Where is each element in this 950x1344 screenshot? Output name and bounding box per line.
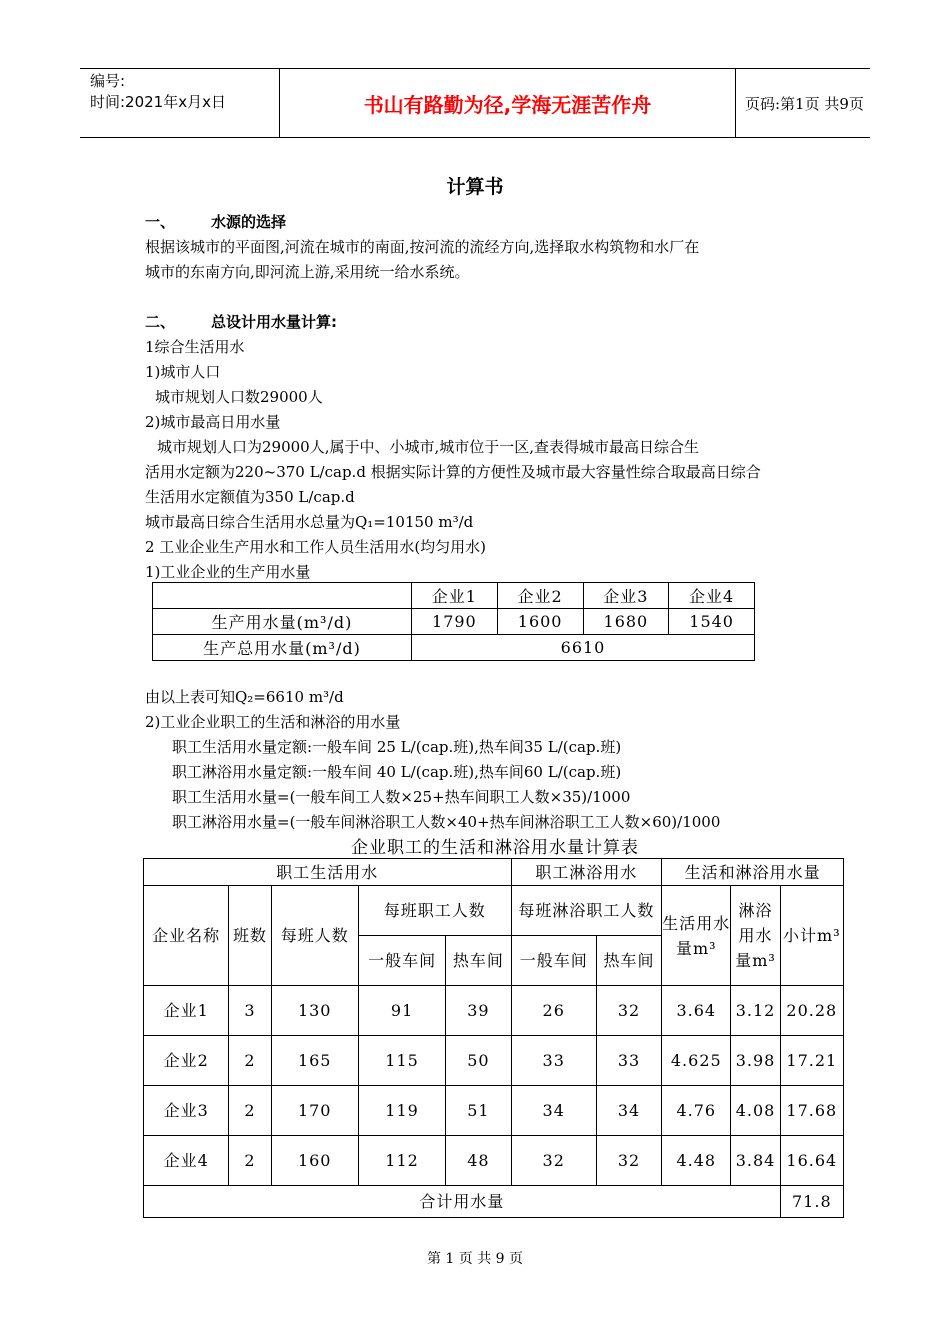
- paragraph-line: 根据该城市的平面图,河流在城市的南面,按河流的流经方向,选择取水构筑物和水厂在: [145, 238, 700, 256]
- table-cell: 119: [358, 1086, 445, 1136]
- table-cell: 6610: [412, 635, 755, 661]
- table-header: 企业2: [497, 583, 583, 609]
- row-label: 生产总用水量(m³/d): [153, 635, 412, 661]
- table-cell: 4.76: [662, 1086, 731, 1136]
- table-header: 一般车间: [511, 936, 596, 986]
- text-line: 城市规划人口为29000人,属于中、小城市,城市位于一区,查表得城市最高日综合生: [157, 438, 700, 456]
- table-row: [144, 1036, 844, 1086]
- table-row: [144, 986, 844, 1036]
- text-line: 职工淋浴用水量=(一般车间淋浴职工人数×40+热车间淋浴职工工人数×60)/1000: [172, 813, 721, 831]
- table-header: 热车间: [596, 936, 661, 986]
- table-cell: 1600: [497, 609, 583, 635]
- section-1-title: 水源的选择: [211, 213, 287, 231]
- table-cell: 1680: [583, 609, 669, 635]
- text-line: 活用水定额为220~370 L/cap.d 根据实际计算的方便性及城市最大容量性综合取最高日综合: [145, 463, 761, 481]
- text-line: 2 工业企业生产用水和工作人员生活用水(均匀用水): [145, 538, 487, 556]
- table-cell: 112: [358, 1136, 445, 1186]
- table-header: 企业3: [583, 583, 669, 609]
- table-cell: 50: [446, 1036, 511, 1086]
- total-value: 71.8: [780, 1186, 843, 1218]
- section-2-title: 总设计用水量计算:: [211, 313, 337, 331]
- table-cell: 4.625: [662, 1036, 731, 1086]
- time-label: 时间:2021年x月x日: [90, 93, 226, 111]
- table-header: 每班淋浴职工人数: [511, 886, 662, 936]
- table-cell: 16.64: [780, 1136, 843, 1186]
- table-cell: 3.64: [662, 986, 731, 1036]
- table-cell: 32: [596, 1136, 661, 1186]
- table-header: 每班人数: [271, 886, 358, 986]
- table-cell: 34: [596, 1086, 661, 1136]
- page-header: [80, 68, 870, 138]
- table-cell: 48: [446, 1136, 511, 1186]
- header-motto: 书山有路勤为径,学海无涯苦作舟: [280, 69, 736, 137]
- table-cell: 企业2: [144, 1036, 229, 1086]
- paragraph-line: 城市的东南方向,即河流上游,采用统一给水系统。: [145, 263, 470, 281]
- table-cell: 17.68: [780, 1086, 843, 1136]
- table-cell: 4.08: [731, 1086, 780, 1136]
- table-cell: 115: [358, 1036, 445, 1086]
- table-row: [153, 583, 755, 609]
- table-header: 淋浴用水量m³: [731, 886, 780, 986]
- table-cell: 3.98: [731, 1036, 780, 1086]
- table-header: 每班职工人数: [358, 886, 511, 936]
- section-2-number: 二、: [145, 313, 176, 331]
- number-label: 编号:: [90, 72, 126, 90]
- text-line: 1)城市人口: [145, 363, 221, 381]
- table-row: [144, 859, 844, 886]
- table-header: 企业4: [669, 583, 755, 609]
- header-page-label: 页码:第1页 共9页: [745, 94, 864, 113]
- table-cell: 17.21: [780, 1036, 843, 1086]
- table-header: 生活和淋浴用水量: [662, 859, 844, 886]
- staff-water-table: [143, 858, 844, 1218]
- table-cell: 32: [511, 1136, 596, 1186]
- table-header: 企业1: [412, 583, 498, 609]
- table-cell: 2: [229, 1136, 271, 1186]
- table-cell: 3.12: [731, 986, 780, 1036]
- text-line: 职工生活用水量=(一般车间工人数×25+热车间职工人数×35)/1000: [172, 788, 631, 806]
- table-header: 生活用水量m³: [662, 886, 731, 986]
- table-cell: 26: [511, 986, 596, 1036]
- table-cell: 2: [229, 1086, 271, 1136]
- document-title: 计算书: [446, 176, 504, 198]
- table-cell: 160: [271, 1136, 358, 1186]
- table-cell: 165: [271, 1036, 358, 1086]
- table-cell: 企业4: [144, 1136, 229, 1186]
- table-cell: 2: [229, 1036, 271, 1086]
- table-cell: 33: [511, 1036, 596, 1086]
- text-line: 2)城市最高日用水量: [145, 413, 281, 431]
- row-label: 生产用水量(m³/d): [153, 609, 412, 635]
- table-header: 热车间: [446, 936, 511, 986]
- table-header: 班数: [229, 886, 271, 986]
- table-cell: 170: [271, 1086, 358, 1136]
- table-row: [144, 886, 844, 936]
- table-cell: 企业1: [144, 986, 229, 1036]
- section-2-heading: [145, 311, 337, 332]
- table-row: [153, 609, 755, 635]
- table-cell: 3: [229, 986, 271, 1036]
- table-cell: 企业3: [144, 1086, 229, 1136]
- table-header: 一般车间: [358, 936, 445, 986]
- header-meta: [80, 69, 280, 137]
- text-line: 职工生活用水量定额:一般车间 25 L/(cap.班),热车间35 L/(cap.班): [172, 738, 622, 756]
- section-1-heading: [145, 211, 286, 232]
- table-header: 职工生活用水: [144, 859, 512, 886]
- table-cell: 1540: [669, 609, 755, 635]
- table-row: [144, 1186, 844, 1218]
- table-header: 小计m³: [780, 886, 843, 986]
- page-footer: 第 1 页 共 9 页: [426, 1251, 524, 1267]
- text-line: 职工淋浴用水量定额:一般车间 40 L/(cap.班),热车间60 L/(cap.班): [172, 763, 622, 781]
- text-line: 2)工业企业职工的生活和淋浴的用水量: [145, 713, 401, 731]
- text-line: 城市最高日综合生活用水总量为Q₁=10150 m³/d: [145, 513, 474, 531]
- table-cell: 4.48: [662, 1136, 731, 1186]
- table-cell: [153, 583, 412, 609]
- table-header: 企业名称: [144, 886, 229, 986]
- table-cell: 39: [446, 986, 511, 1036]
- table-cell: 130: [271, 986, 358, 1036]
- table-cell: 3.84: [731, 1136, 780, 1186]
- table-cell: 32: [596, 986, 661, 1036]
- text-line: 1综合生活用水: [145, 338, 245, 356]
- table-cell: 91: [358, 986, 445, 1036]
- table-row: [153, 635, 755, 661]
- table-cell: 34: [511, 1086, 596, 1136]
- text-line: 生活用水定额值为350 L/cap.d: [145, 488, 355, 506]
- table-caption: 企业职工的生活和淋浴用水量计算表: [351, 838, 639, 858]
- table-row: [144, 1136, 844, 1186]
- table-row: [144, 1086, 844, 1136]
- table-cell: 51: [446, 1086, 511, 1136]
- table-cell: 20.28: [780, 986, 843, 1036]
- table-cell: 33: [596, 1036, 661, 1086]
- total-label: 合计用水量: [144, 1186, 781, 1218]
- section-1-number: 一、: [145, 213, 176, 231]
- production-water-table: [152, 582, 755, 661]
- text-line: 由以上表可知Q₂=6610 m³/d: [145, 688, 344, 706]
- table-header: 职工淋浴用水: [511, 859, 662, 886]
- table-cell: 1790: [412, 609, 498, 635]
- text-line: 1)工业企业的生产用水量: [145, 563, 311, 581]
- text-line: 城市规划人口数29000人: [155, 388, 323, 406]
